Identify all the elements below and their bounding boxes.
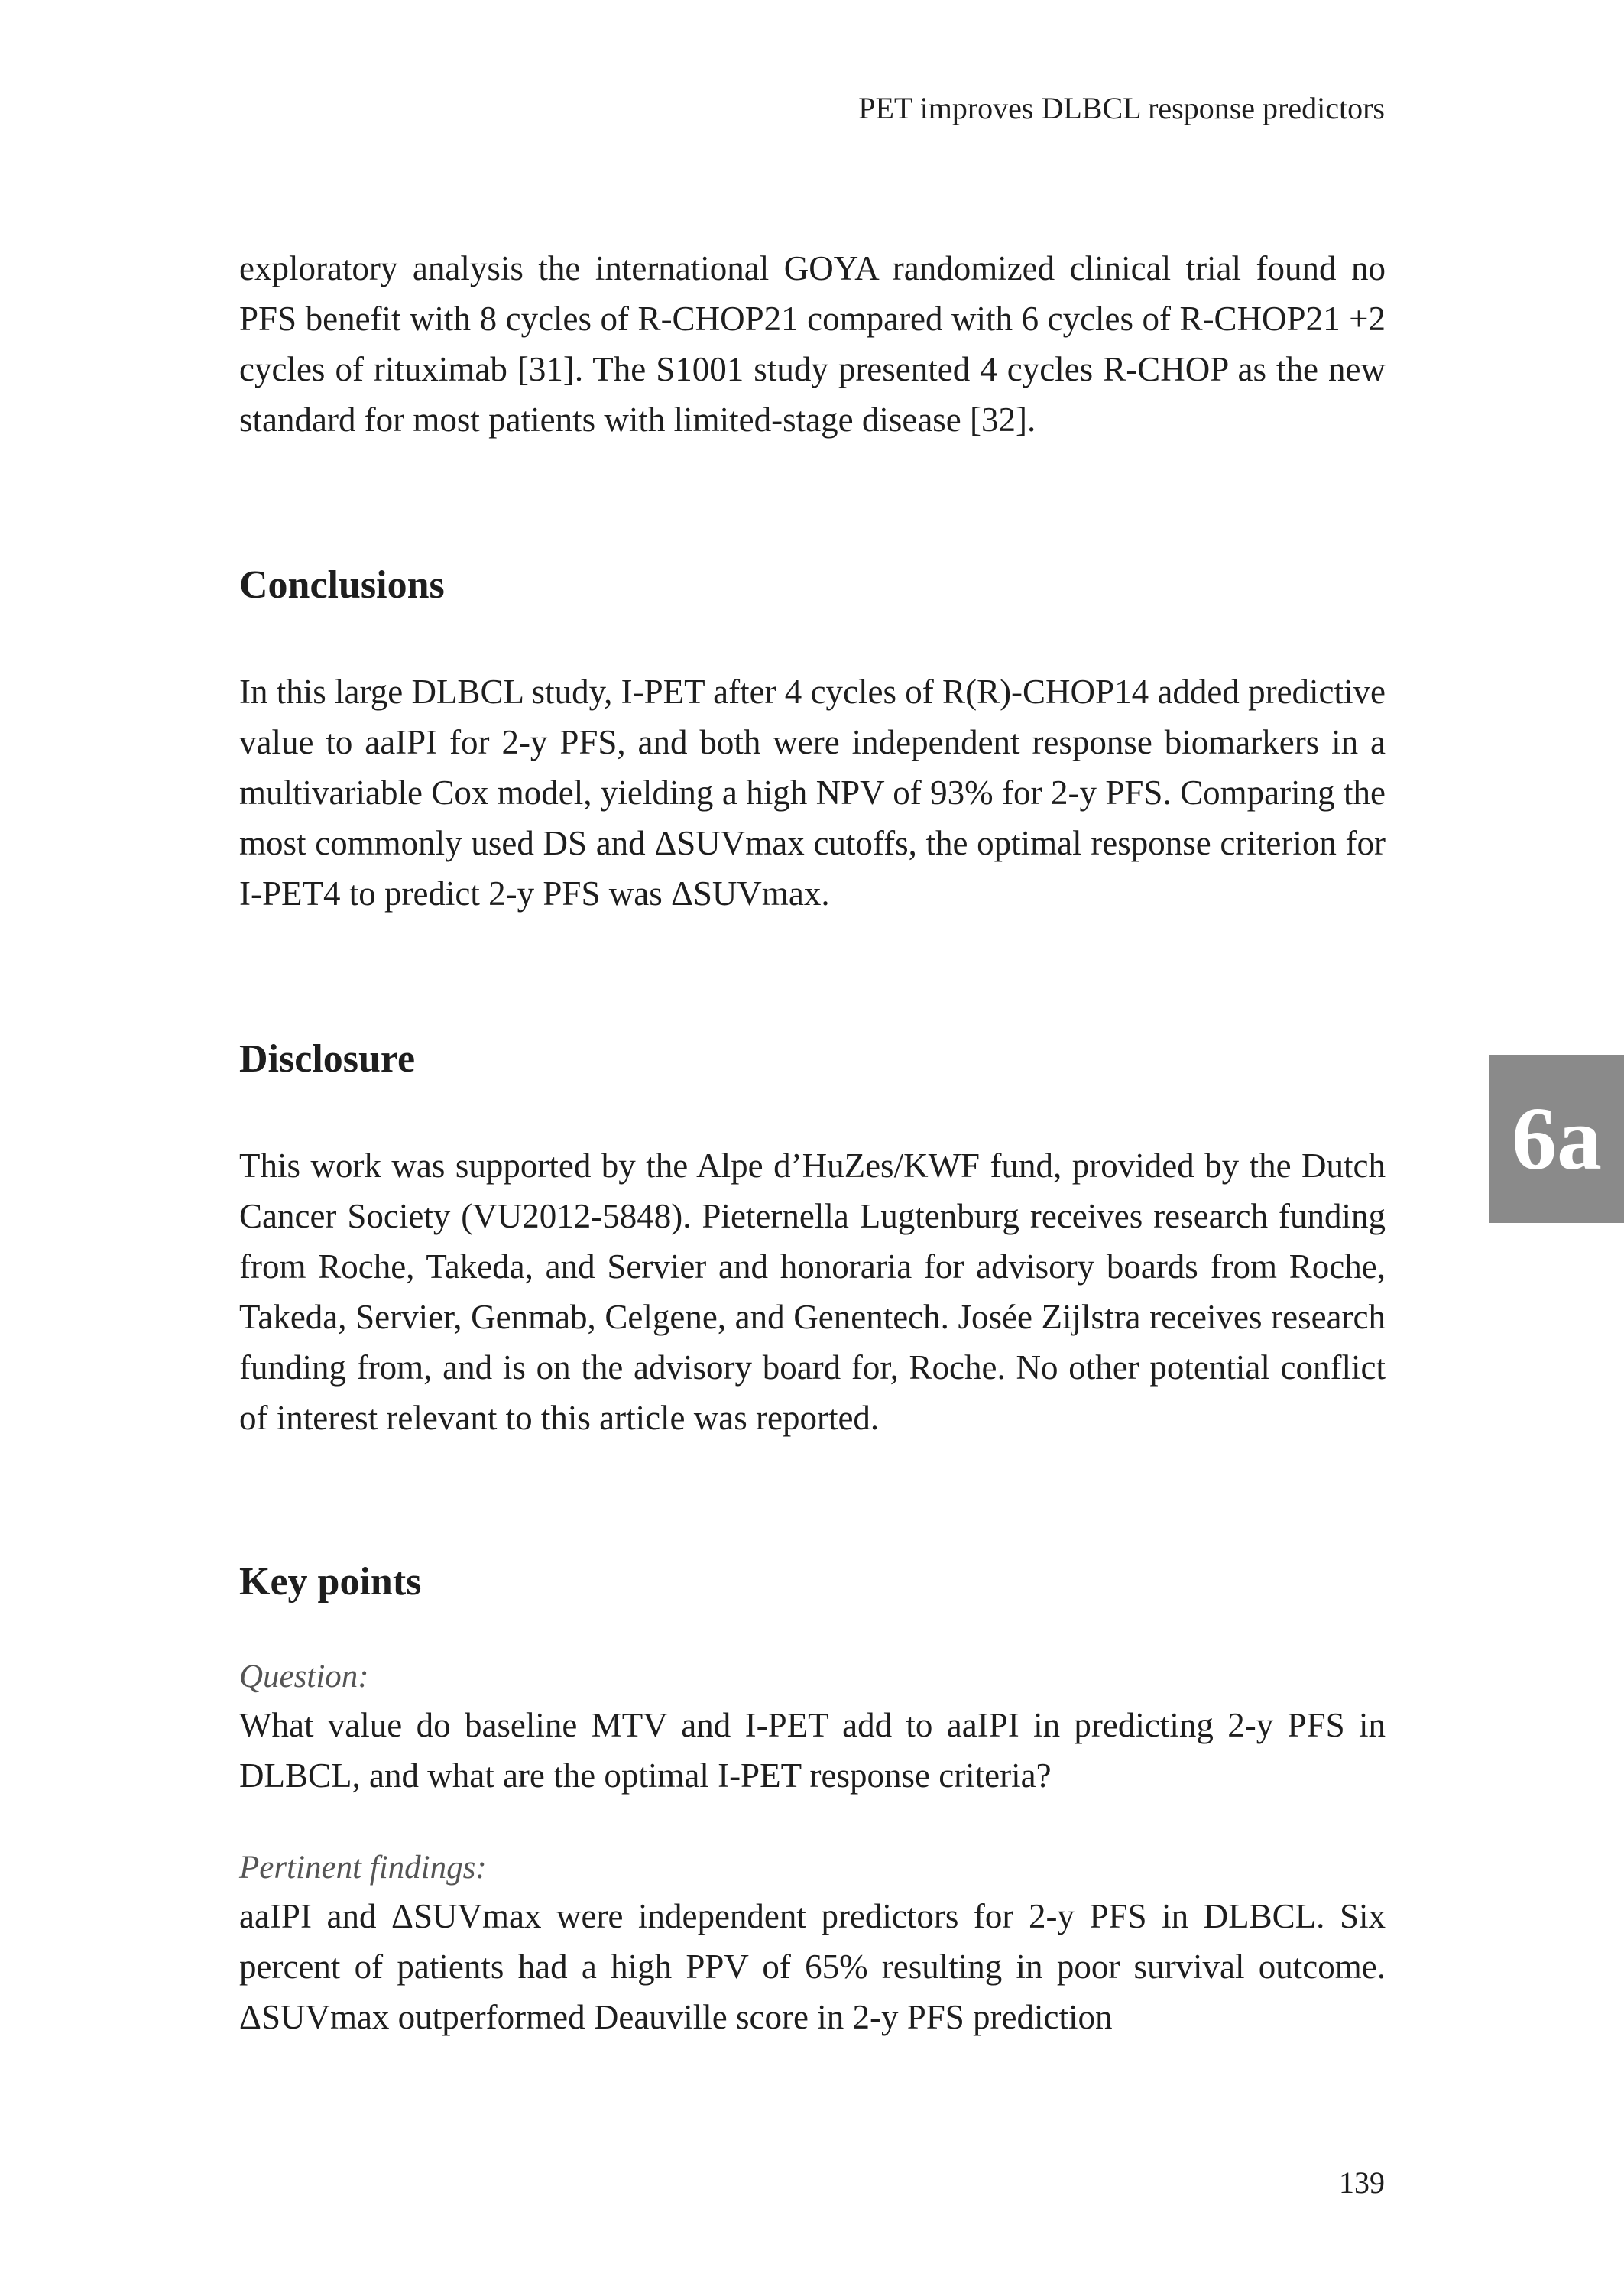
intro-paragraph: exploratory analysis the international GOYA randomized clinical trial found no PFS benefit with 8 cycles of R-CHOP21 compared with 6 cycles of R-CHOP21 +2 cycles of rituximab [31]. The S1001 study presented 4 cycles R-CHOP as the new standard for most patients with limited-stage disease [32]. [239, 249, 1386, 439]
chapter-tab: 6a [1489, 1055, 1624, 1223]
question-text: What value do baseline MTV and I-PET add to aaIPI in predicting 2-y PFS in DLBCL, and what are the optimal I-PET response criteria? [239, 1706, 1386, 1795]
running-header: PET improves DLBCL response predictors [858, 91, 1385, 125]
findings-label: Pertinent findings: [239, 1850, 487, 1886]
key-point-findings [239, 1845, 1386, 2042]
page-number: 139 [1339, 2165, 1385, 2200]
conclusions-heading: Conclusions [239, 563, 445, 607]
disclosure-paragraph: This work was supported by the Alpe d’HuZes/KWF fund, provided by the Dutch Cancer Society (VU2012-5848). Pieternella Lugtenburg receives research funding from Roche, Takeda, and Servier and honoraria for advisory boards from Roche, Takeda, Servier, Genmab, Celgene, and Genentech. Josée Zijlstra receives research funding from, and is on the advisory board for, Roche. No other potential conflict of interest relevant to this article was reported. [239, 1146, 1386, 1437]
conclusions-paragraph: In this large DLBCL study, I-PET after 4 cycles of R(R)-CHOP14 added predictive value to aaIPI for 2-y PFS, and both were independent response biomarkers in a multivariable Cox model, yielding a high NPV of 93% for 2-y PFS. Comparing the most commonly used DS and ΔSUVmax cutoffs, the optimal response criterion for I-PET4 to predict 2-y PFS was ΔSUVmax. [239, 673, 1386, 913]
question-label: Question: [239, 1659, 369, 1695]
disclosure-heading: Disclosure [239, 1037, 416, 1081]
key-point-question [239, 1654, 1386, 1801]
findings-text: aaIPI and ΔSUVmax were independent predictors for 2-y PFS in DLBCL. Six percent of patients had a high PPV of 65% resulting in poor survival outcome. ΔSUVmax outperformed Deauville score in 2-y PFS prediction [239, 1897, 1386, 2036]
key-points-heading: Key points [239, 1560, 422, 1604]
page-body [239, 243, 1386, 2042]
